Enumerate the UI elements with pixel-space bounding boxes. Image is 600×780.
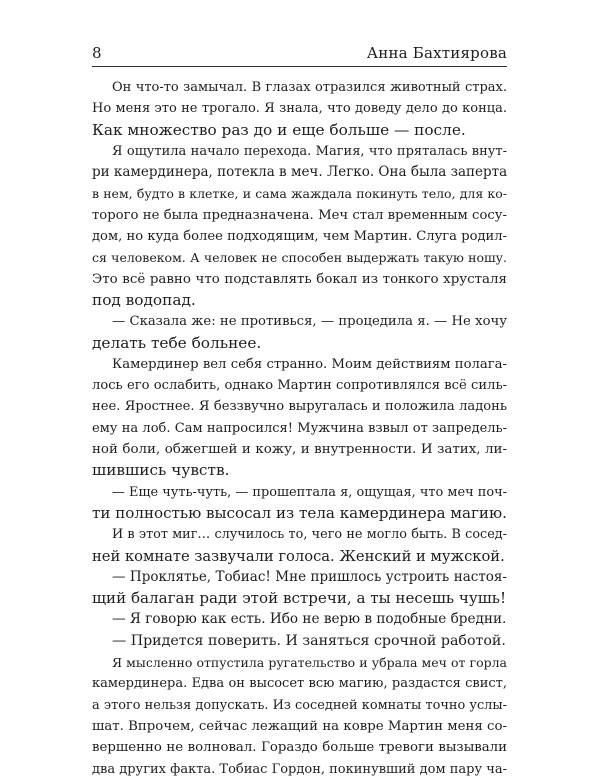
- text-line: Это всё равно что подставлять бокал из тонкого хрусталя: [92, 271, 507, 287]
- text-line: — Я говорю как есть. Ибо не верю в подобные бредни.: [112, 611, 507, 628]
- text-line: нее. Яростнее. Я беззвучно выругалась и положила ладонь: [92, 399, 507, 415]
- paragraph: [92, 354, 507, 482]
- paragraph: [92, 141, 507, 311]
- text-line: два других факта. Тобиас Гордон, покинувший дом пару ча-: [92, 761, 507, 777]
- text-line: шат. Впрочем, сейчас лежащий на ковре Мартин меня со-: [92, 718, 507, 734]
- text-line: Я мысленно отпустила ругательство и убрала меч от горла: [112, 655, 507, 671]
- text-line: Он что-то замычал. В глазах отразился животный страх.: [112, 80, 507, 95]
- paragraph: [92, 652, 507, 780]
- text-line: Как множество раз до и еще больше — после.: [92, 120, 466, 139]
- paragraph: [92, 524, 507, 567]
- text-line: в нем, будто в клетке, и сама жаждала покинуть тело, для ко-: [92, 186, 507, 202]
- text-line: делать тебе больнее.: [92, 333, 262, 352]
- text-line: торого не была предназначена. Меч стал временным сосу-: [92, 207, 507, 223]
- text-line: ней комнате зазвучали голоса. Женский и мужской.: [92, 547, 505, 565]
- text-line: под водопад.: [92, 290, 196, 309]
- text-line: вершенно не волновал. Гораздо больше тревоги вызывали: [92, 740, 507, 756]
- text-line: щий балаган ради этой встречи, а ты несешь чушь!: [92, 589, 507, 608]
- text-line: ему на лоб. Сам напросился! Мужчина взвыл от запредель-: [92, 420, 507, 436]
- paragraph: [92, 631, 507, 652]
- text-line: — Еще чуть-чуть, — прошептала я, ощущая, что меч поч-: [112, 484, 507, 500]
- text-line: — Придется поверить. И заняться срочной работой.: [112, 632, 506, 649]
- text-line: ри камердинера, потекла в меч. Легко. Она была заперта: [92, 164, 508, 181]
- paragraph: [92, 311, 507, 354]
- text-line: — Сказала же: не противься, — процедила я. — Не хочу: [112, 314, 507, 330]
- text-line: Камердинер вел себя странно. Моим действиям полага-: [112, 356, 507, 372]
- author-running-head: Анна Бахтиярова: [366, 44, 507, 62]
- text-line: И в этот миг… случилось то, чего не могло быть. В сосед-: [112, 527, 507, 543]
- paragraph: [92, 482, 507, 525]
- text-line: камердинера. Едва он высосет всю магию, раздастся свист,: [92, 676, 507, 692]
- paragraph: [92, 77, 507, 141]
- text-line: Но меня это не трогало. Я знала, что доведу дело до конца.: [92, 101, 507, 117]
- text-line: — Проклятье, Тобиас! Мне пришлось устроить настоя-: [112, 568, 507, 585]
- text-line: ти полностью высосал из тела камердинера магию.: [92, 503, 507, 522]
- text-line: дом, но куда более подходящим, чем Мартин. Слуга родил-: [92, 229, 507, 245]
- text-line: Я ощутила начало перехода. Магия, что пряталась внут-: [112, 143, 507, 159]
- page-number: 8: [92, 44, 102, 62]
- body-text: [92, 77, 507, 780]
- paragraph: [92, 567, 507, 610]
- paragraph: [92, 609, 507, 630]
- page-header: [92, 40, 507, 67]
- text-line: а этого нельзя допускать. Из соседней комнаты точно услы-: [92, 697, 507, 713]
- text-line: ной боли, обжегшей и кожу, и внутренности. И затих, ли-: [92, 442, 507, 458]
- text-line: шившись чувств.: [92, 461, 230, 480]
- text-line: лось его ослабить, однако Мартин сопротивлялся всё силь-: [92, 378, 507, 394]
- text-line: ся человеком. А человек не способен выдержать такую ношу.: [92, 250, 507, 266]
